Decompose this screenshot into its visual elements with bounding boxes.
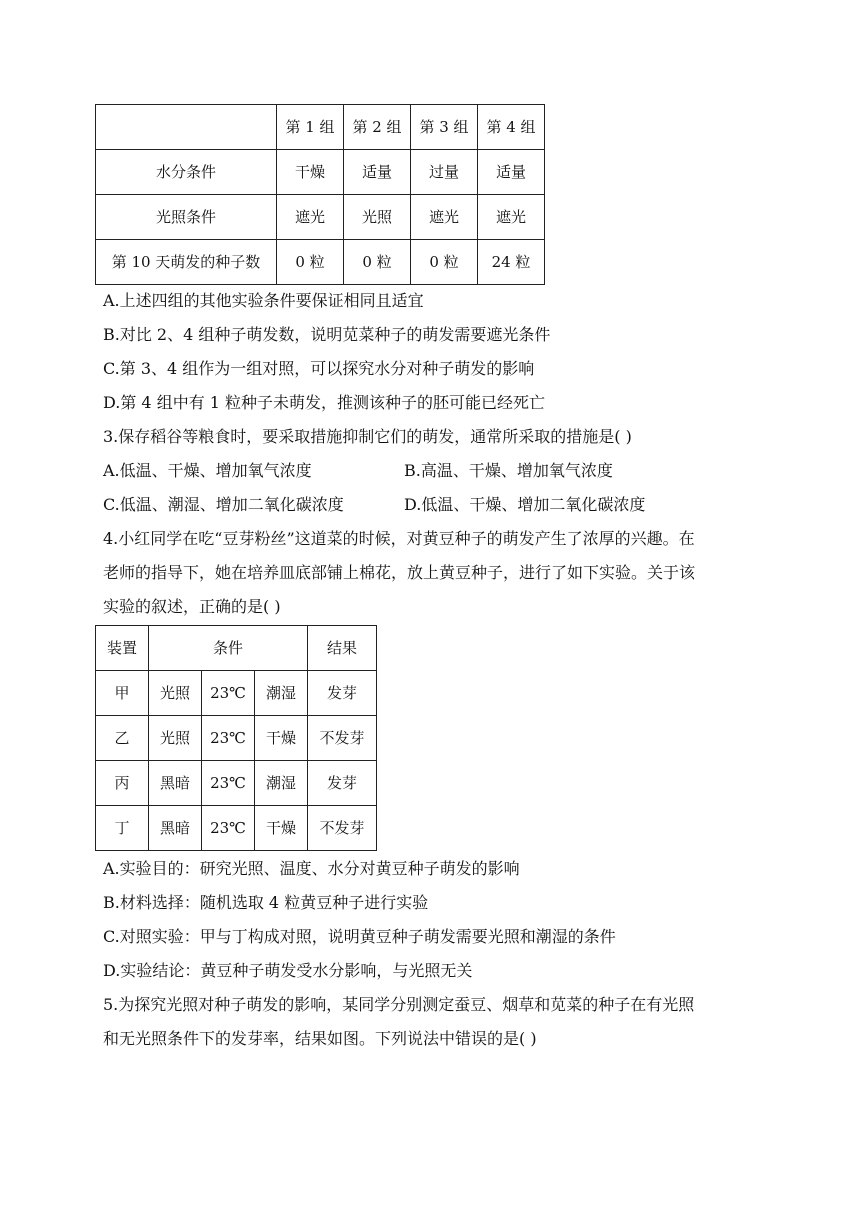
table-row bbox=[96, 761, 377, 806]
table-cell: 过量 bbox=[411, 150, 478, 195]
table-cell: 遮光 bbox=[411, 195, 478, 240]
table-cell: 适量 bbox=[344, 150, 411, 195]
q3-option-a: A.低温、干燥、增加氧气浓度 bbox=[103, 461, 312, 480]
table-header-row bbox=[96, 626, 377, 671]
table-cell: 发芽 bbox=[308, 761, 377, 806]
table-cell: 23℃ bbox=[202, 761, 255, 806]
table-cell: 23℃ bbox=[202, 806, 255, 851]
table-cell: 光照条件 bbox=[96, 195, 277, 240]
table-cell: 遮光 bbox=[478, 195, 545, 240]
table-cell: 装置 bbox=[96, 626, 149, 671]
q3-option-b: B.高温、干燥、增加氧气浓度 bbox=[404, 461, 613, 480]
table-cell: 干燥 bbox=[255, 806, 308, 851]
q4-option-a: A.实验目的：研究光照、温度、水分对黄豆种子萌发的影响 bbox=[103, 859, 520, 878]
table-row bbox=[96, 195, 545, 240]
table-cell: 光照 bbox=[149, 716, 202, 761]
table-cell: 丙 bbox=[96, 761, 149, 806]
table-row bbox=[96, 716, 377, 761]
q4-stem-line-2: 老师的指导下，她在培养皿底部铺上棉花，放上黄豆种子，进行了如下实验。关于该 bbox=[103, 563, 696, 582]
table-cell: 条件 bbox=[149, 626, 308, 671]
table-row bbox=[96, 806, 377, 851]
table-cell: 第 2 组 bbox=[344, 105, 411, 150]
table-cell: 24 粒 bbox=[478, 240, 545, 285]
table-cell: 0 粒 bbox=[411, 240, 478, 285]
table-cell: 潮湿 bbox=[255, 761, 308, 806]
table-header-row bbox=[96, 105, 545, 150]
table-cell: 第 3 组 bbox=[411, 105, 478, 150]
q4-option-b: B.材料选择：随机选取 4 粒黄豆种子进行实验 bbox=[103, 893, 429, 912]
table-row bbox=[96, 671, 377, 716]
table-cell: 光照 bbox=[344, 195, 411, 240]
soybean-experiment-table bbox=[95, 625, 377, 851]
q4-option-c: C.对照实验：甲与丁构成对照，说明黄豆种子萌发需要光照和潮湿的条件 bbox=[103, 927, 616, 946]
table-cell: 不发芽 bbox=[308, 716, 377, 761]
table-cell: 遮光 bbox=[277, 195, 344, 240]
table-cell: 干燥 bbox=[277, 150, 344, 195]
q4-stem-line-1: 4.小红同学在吃“豆芽粉丝”这道菜的时候，对黄豆种子的萌发产生了浓厚的兴趣。在 bbox=[103, 529, 695, 548]
q4-option-d: D.实验结论：黄豆种子萌发受水分影响，与光照无关 bbox=[103, 961, 473, 980]
q4-stem-line-3: 实验的叙述，正确的是( ) bbox=[103, 597, 281, 616]
table-cell: 水分条件 bbox=[96, 150, 277, 195]
table-cell: 黑暗 bbox=[149, 806, 202, 851]
q2-option-b: B.对比 2、4 组种子萌发数，说明苋菜种子的萌发需要遮光条件 bbox=[103, 325, 551, 344]
table-cell: 0 粒 bbox=[277, 240, 344, 285]
table-cell: 23℃ bbox=[202, 716, 255, 761]
table-row bbox=[96, 150, 545, 195]
q2-option-c: C.第 3、4 组作为一组对照，可以探究水分对种子萌发的影响 bbox=[103, 359, 535, 378]
table-cell: 0 粒 bbox=[344, 240, 411, 285]
q3-stem: 3.保存稻谷等粮食时，要采取措施抑制它们的萌发，通常所采取的措施是( ) bbox=[103, 427, 632, 446]
table-cell: 发芽 bbox=[308, 671, 377, 716]
q2-option-a: A.上述四组的其他实验条件要保证相同且适宜 bbox=[103, 291, 424, 310]
table-cell: 23℃ bbox=[202, 671, 255, 716]
q5-stem-line-1: 5.为探究光照对种子萌发的影响，某同学分别测定蚕豆、烟草和苋菜的种子在有光照 bbox=[103, 995, 695, 1014]
table-cell: 光照 bbox=[149, 671, 202, 716]
table-cell: 干燥 bbox=[255, 716, 308, 761]
table-cell: 甲 bbox=[96, 671, 149, 716]
table-cell: 不发芽 bbox=[308, 806, 377, 851]
q2-option-d: D.第 4 组中有 1 粒种子未萌发，推测该种子的胚可能已经死亡 bbox=[103, 393, 546, 412]
table-cell: 适量 bbox=[478, 150, 545, 195]
table-row bbox=[96, 240, 545, 285]
q3-option-c: C.低温、潮湿、增加二氧化碳浓度 bbox=[103, 495, 344, 514]
table-cell: 黑暗 bbox=[149, 761, 202, 806]
table-cell: 乙 bbox=[96, 716, 149, 761]
table-cell: 丁 bbox=[96, 806, 149, 851]
q5-stem-line-2: 和无光照条件下的发芽率，结果如图。下列说法中错误的是( ) bbox=[103, 1029, 537, 1048]
q3-option-d: D.低温、干燥、增加二氧化碳浓度 bbox=[404, 495, 646, 514]
table-cell: 第 4 组 bbox=[478, 105, 545, 150]
table-cell: 结果 bbox=[308, 626, 377, 671]
table-cell bbox=[96, 105, 277, 150]
seed-germination-table bbox=[95, 104, 545, 285]
table-cell: 第 10 天萌发的种子数 bbox=[96, 240, 277, 285]
table-cell: 第 1 组 bbox=[277, 105, 344, 150]
table-cell: 潮湿 bbox=[255, 671, 308, 716]
